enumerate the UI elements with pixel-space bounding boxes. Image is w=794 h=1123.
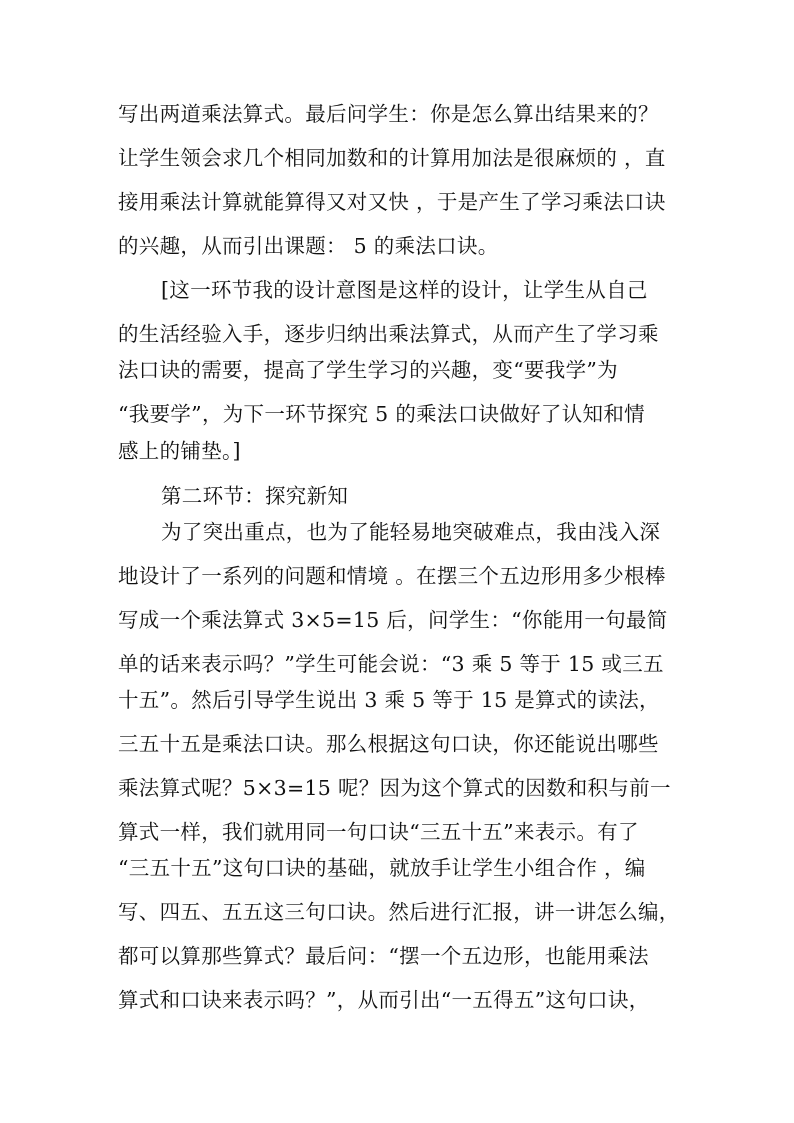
text-line: 地设计了一系列的问题和情境 。在摆三个五边形用多少根棒 — [118, 564, 666, 588]
section-heading: 第二环节：探究新知 — [161, 484, 349, 508]
text-line: 接用乘法计算就能算得又对又快 ，于是产生了学习乘法口诀 — [118, 190, 666, 214]
text-line: “三五十五”这句口诀的基础，就放手让学生小组合作 ，编 — [118, 856, 646, 880]
text-line: 的兴趣，从而引出课题： 5 的乘法口诀。 — [118, 234, 499, 258]
text-line: 三五十五是乘法口诀。那么根据这句口诀，你还能说出哪些 — [118, 732, 659, 756]
text-line: 写成一个乘法算式 3×5=15 后，问学生：“你能用一句最简 — [118, 608, 668, 632]
text-line: 的生活经验入手，逐步归纳出乘法算式，从而产生了学习乘 — [118, 322, 659, 346]
text-line: 十五”。然后引导学生说出 3 乘 5 等于 15 是算式的读法， — [118, 688, 660, 712]
text-line: 算式一样，我们就用同一句口诀“三五十五”来表示。有了 — [118, 820, 639, 844]
text-line: [这一环节我的设计意图是这样的设计，让学生从自己 — [161, 278, 648, 302]
text-line: 写、四五、五五这三句口诀。然后进行汇报，讲一讲怎么编， — [118, 900, 680, 924]
text-line: 法口诀的需要，提高了学生学习的兴趣，变“要我学”为 — [118, 358, 618, 382]
text-line: 算式和口诀来表示吗？”，从而引出“一五得五”这句口诀， — [118, 988, 650, 1012]
text-line: 让学生领会求几个相同加数和的计算用加法是很麻烦的 ，直 — [118, 146, 666, 170]
text-line: “我要学”，为下一环节探究 5 的乘法口诀做好了认知和情 — [118, 402, 645, 426]
text-line: 感上的铺垫。] — [118, 439, 241, 463]
text-line: 乘法算式呢？5×3=15 呢？因为这个算式的因数和积与前一 — [118, 776, 671, 800]
text-line: 为了突出重点，也为了能轻易地突破难点，我由浅入深 — [161, 520, 661, 544]
text-line: 写出两道乘法算式。最后问学生：你是怎么算出结果来的？ — [118, 102, 659, 126]
text-line: 都可以算那些算式？最后问：“摆一个五边形，也能用乘法 — [118, 944, 649, 968]
text-line: 单的话来表示吗？”学生可能会说：“3 乘 5 等于 15 或三五 — [118, 652, 664, 676]
